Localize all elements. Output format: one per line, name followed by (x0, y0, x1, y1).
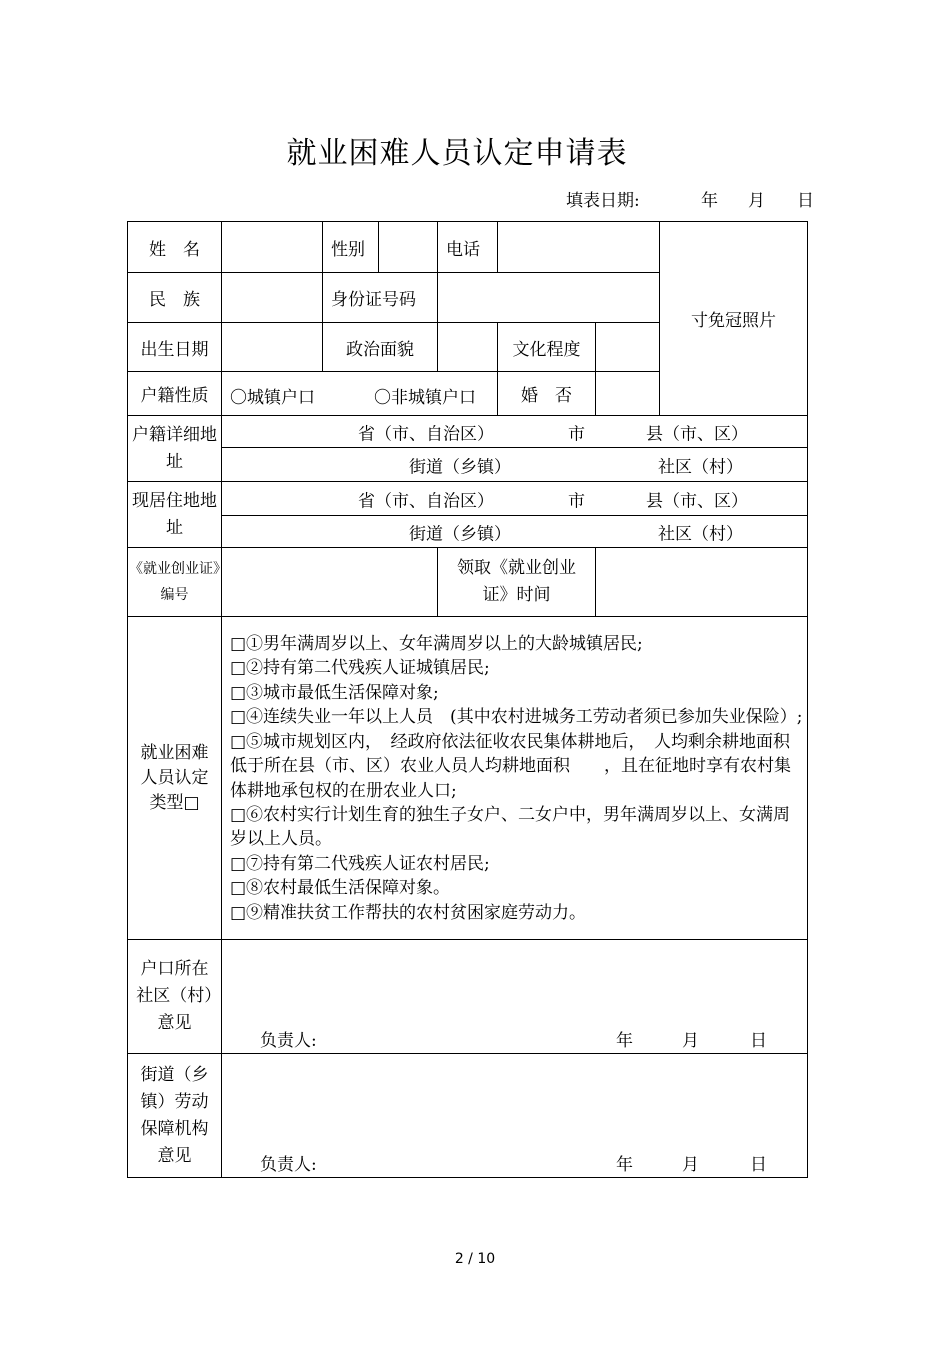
name-label: 姓 名 (128, 222, 222, 273)
type-option-8[interactable]: □⑧农村最低生活保障对象。 (230, 878, 451, 899)
gender-field[interactable] (379, 222, 438, 273)
addr-street: 街道（乡镇） (409, 457, 511, 477)
phone-field[interactable] (498, 222, 660, 273)
hukou-address-line1[interactable] (222, 416, 808, 448)
education-field[interactable] (596, 323, 660, 372)
photo-box: 寸免冠照片 (660, 222, 808, 416)
street-opinion-field[interactable] (222, 1054, 808, 1178)
community-opinion-label: 户口所在社区（村）意见 (128, 940, 222, 1054)
type-option-4[interactable]: □④连续失业一年以上人员 (其中农村进城务工劳动者须已参加失业保险）; (230, 707, 803, 728)
phone-label: 电话 (438, 222, 498, 273)
addr-county: 县（市、区） (646, 491, 748, 511)
name-field[interactable] (222, 222, 323, 273)
type-option-6[interactable]: □⑥农村实行计划生育的独生子女户、二女户中，男年满周岁以上、女满周岁以上人员。 (230, 804, 791, 850)
birth-date-field[interactable] (222, 323, 323, 372)
addr-city: 市 (568, 491, 585, 511)
application-form (127, 221, 808, 1178)
addr-community: 社区（村） (658, 457, 743, 477)
addr-county: 县（市、区） (646, 424, 748, 444)
hukou-address-label: 户籍详细地址 (128, 416, 222, 482)
addr-street: 街道（乡镇） (409, 524, 511, 544)
cert-time-field[interactable] (596, 548, 808, 617)
community-responsible: 负责人: (260, 1031, 317, 1051)
type-list (222, 617, 808, 940)
cert-number-field[interactable] (222, 548, 438, 617)
type-option-7[interactable]: □⑦持有第二代残疾人证农村居民; (230, 853, 490, 874)
political-status-label: 政治面貌 (323, 323, 438, 372)
type-option-2[interactable]: □②持有第二代残疾人证城镇居民; (230, 658, 490, 679)
fill-date-label: 填表日期: (566, 191, 640, 211)
hukou-urban-option[interactable]: 〇城镇户口 (230, 388, 315, 408)
community-month: 月 (682, 1031, 699, 1051)
street-month: 月 (682, 1155, 699, 1175)
addr-community: 社区（村） (658, 524, 743, 544)
street-year: 年 (616, 1155, 633, 1175)
community-year: 年 (616, 1031, 633, 1051)
addr-city: 市 (568, 424, 585, 444)
type-option-3[interactable]: □③城市最低生活保障对象; (230, 682, 439, 703)
marital-field[interactable] (596, 372, 660, 416)
cert-number-label: 《就业创业证》编号 (128, 548, 222, 617)
fill-date-year: 年 (701, 191, 718, 211)
fill-date-month: 月 (748, 191, 765, 211)
residence-address-line1[interactable] (222, 482, 808, 516)
type-option-5[interactable]: □⑤城市规划区内， 经政府依法征收农民集体耕地后， 人均剩余耕地面积低于所在县（市、区）农业人员人均耕地面积 ，且在征地时享有农村集体耕地承包权的在册农业人口; (230, 731, 791, 801)
addr-province: 省（市、自治区） (358, 491, 494, 511)
residence-address-label: 现居住地地址 (128, 482, 222, 548)
page-number: 2 / 10 (454, 1251, 496, 1267)
id-number-field[interactable] (438, 273, 660, 323)
education-label: 文化程度 (498, 323, 596, 372)
gender-label: 性别 (323, 222, 379, 273)
hukou-type-options (222, 372, 498, 416)
type-label: 就业困难人员认定类型□ (128, 617, 222, 940)
birth-date-label: 出生日期 (128, 323, 222, 372)
ethnicity-label: 民 族 (128, 273, 222, 323)
ethnicity-field[interactable] (222, 273, 323, 323)
fill-date-day: 日 (797, 191, 814, 211)
hukou-type-label: 户籍性质 (128, 372, 222, 416)
street-day: 日 (750, 1155, 767, 1175)
cert-time-label: 领取《就业创业证》时间 (438, 548, 596, 617)
political-status-field[interactable] (438, 323, 498, 372)
type-option-1[interactable]: □①男年满周岁以上、女年满周岁以上的大龄城镇居民; (230, 634, 643, 655)
residence-address-line2[interactable] (222, 516, 808, 548)
id-number-label: 身份证号码 (323, 273, 438, 323)
type-option-9[interactable]: □⑨精准扶贫工作帮扶的农村贫困家庭劳动力。 (230, 902, 587, 923)
marital-label: 婚 否 (498, 372, 596, 416)
hukou-rural-option[interactable]: 〇非城镇户口 (374, 388, 476, 408)
community-day: 日 (750, 1031, 767, 1051)
addr-province: 省（市、自治区） (358, 424, 494, 444)
street-opinion-label: 街道（乡镇）劳动保障机构意见 (128, 1054, 222, 1178)
community-opinion-field[interactable] (222, 940, 808, 1054)
street-responsible: 负责人: (260, 1155, 317, 1175)
page-title: 就业困难人员认定申请表 (286, 136, 628, 171)
hukou-address-line2[interactable] (222, 448, 808, 482)
